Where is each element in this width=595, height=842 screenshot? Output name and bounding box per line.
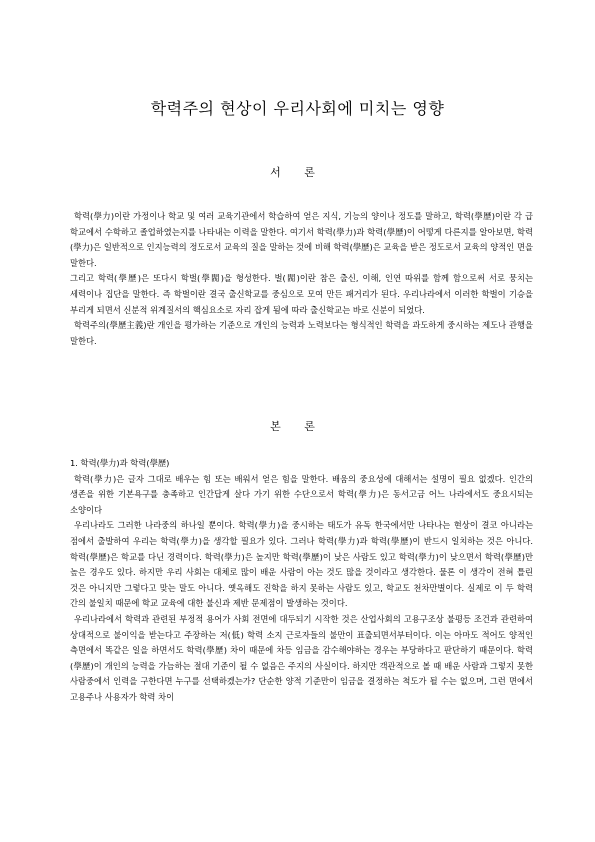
intro-paragraph: 그리고 학력(學歷)은 또다시 학벌(學閥)을 형성한다. 벌(閥)이란 참은 출신, 이해, 인연 따위를 함께 함으로써 서로 뭉치는 세력이나 집단을 말한다. 즉 학벌이란 결국 출신학교를 중심으로 모여 만든 패거리가 된다. 우리나라에서 이러한 학벌이 기승을 부리게 되면서 신분적 위계질서의 핵심요소로 자리 잡게 됨에 따라 출신학교는 바로 신분이 되었다. bbox=[70, 273, 533, 315]
body-section bbox=[70, 456, 533, 706]
intro-paragraph: 학력(學力)이란 가정이나 학교 및 여러 교육기관에서 학습하여 얻은 지식, 기능의 양이나 정도를 말하고, 학력(學歷)이란 각 급 학교에서 수학하고 졸업하였는지를 나타내는 이력을 말한다. 여기서 학력(學力)과 학력(學歷)이 어떻게 다른지를 알아보면, 학력(學力)은 일반적으로 인지능력의 정도로서 교육의 질을 말하는 것에 비해 학력(學歷)은 교육을 받은 정도로서 교육의 양적인 면을 말한다. bbox=[70, 211, 533, 268]
intro-heading: 서 론 bbox=[270, 166, 325, 179]
body-subheading: 1. 학력(學力)과 학력(學歷) bbox=[70, 458, 170, 468]
body-paragraph: 우리나라도 그러한 나라중의 하나일 뿐이다. 학력(學力)을 중시하는 태도가 유독 한국에서만 나타나는 현상이 결코 아니라는 점에서 출발하여 우리는 학력(學力)을 생각할 필요가 있다. 그러나 학력(學力)과 학력(學歷)이 반드시 일치하는 것은 아니다. 학력(學歷)은 학교를 다닌 경력이다. 학력(學力)은 높지만 학력(學歷)이 낮은 사람도 있고 학력(學力)이 낮으면서 학력(學歷)만 높은 경우도 있다. 하지만 우리 사회는 대체로 많이 배운 사람이 아는 것도 많을 것이라고 생각한다. 물론 이 생각이 전혀 틀린 것은 아니지만 그렇다고 맞는 말도 아니다. 옛옥해도 진학을 하지 못하는 사람도 있고, 학교도 천차만별이다. 실제로 이 두 학력 간의 불일치 때문에 학교 교육에 대한 불신과 제반 문제점이 발생하는 것이다. bbox=[70, 520, 533, 609]
body-paragraph: 학력(學力)은 글자 그대로 배우는 힘 또는 배워서 얻은 힘을 말한다. 배움의 중요성에 대해서는 설명이 필요 없겠다. 인간의 생존을 위한 기본욕구를 충족하고 인간답게 살다 가기 위한 수단으로서 학력(學力)은 동서고금 어느 나라에서도 중요시되는 소양이다 bbox=[70, 473, 533, 515]
body-heading: 본 론 bbox=[270, 420, 325, 433]
intro-section bbox=[70, 209, 533, 349]
body-paragraph: 우리나라에서 학력과 관련된 부정적 용어가 사회 전면에 대두되기 시작한 것은 산업사회의 고용구조상 불평등 조건과 관련하여 상대적으로 불이익을 받는다고 주장하는 저(低) 학력 소지 근로자들의 불만이 표출되면서부터이다. 이는 아마도 적어도 양적인 측면에서 똑같은 일을 하면서도 학력(學歷) 차이 때문에 차등 임금을 감수해야하는 경우는 부당하다고 판단하기 때문이다. 학력(學歷)이 개인의 능력을 가늠하는 절대 기준이 될 수 없음은 주지의 사실이다. 하지만 객관적으로 볼 때 배운 사람과 그렇지 못한 사람중에서 인력을 구한다면 누구를 선택하겠는가? 단순한 양적 기준만이 임금을 결정하는 척도가 될 수는 없으며, 그런 면에서 고용주나 사용자가 학력 차이 bbox=[70, 613, 533, 702]
document-title: 학력주의 현상이 우리사회에 미치는 영향 bbox=[150, 99, 445, 118]
intro-paragraph: 학력주의(學歷主義)란 개인을 평가하는 기준으로 개인의 능력과 노력보다는 형식적인 학력을 과도하게 중시하는 제도나 관행을 말한다. bbox=[70, 320, 533, 346]
